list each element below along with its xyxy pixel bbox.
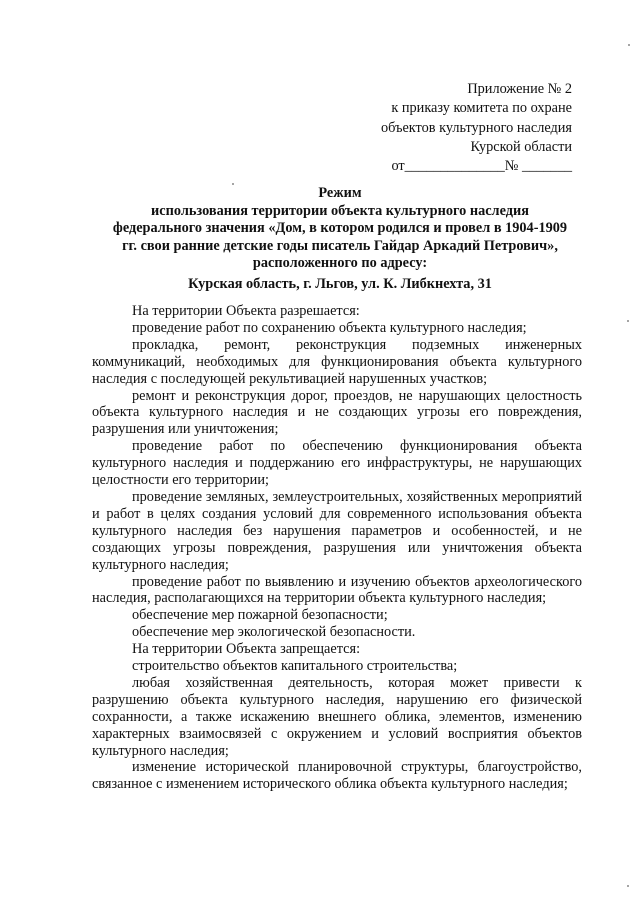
scan-speck	[627, 320, 629, 322]
order-reference: к приказу комитета по охране	[391, 100, 572, 117]
document-title	[90, 185, 590, 294]
allowed-item: проведение земляных, землеустроительных, хозяйственных мероприятий и работ в целях создания условий для современного использования объекта культурного наследия без нарушения параметров и особенностей, и не создающих угрозы повреждения, разрушения или уничтожения объекта культурного наследия;	[92, 488, 582, 573]
title-regime: Режим	[318, 185, 362, 201]
allowed-heading: На территории Объекта разрешается:	[132, 303, 360, 319]
order-date-number: от______________№ _______	[391, 158, 572, 175]
allowed-item: проведение работ по выявлению и изучению объектов археологического наследия, располагающихся на территории объекта культурного наследия;	[92, 573, 582, 607]
appendix-header	[381, 80, 572, 176]
allowed-item: обеспечение мер экологической безопасности.	[132, 624, 416, 641]
allowed-item: обеспечение мер пожарной безопасности;	[132, 607, 388, 624]
scan-speck	[232, 183, 234, 185]
title-line-5: расположенного по адресу:	[252, 255, 428, 272]
scan-speck	[628, 44, 630, 46]
region-name: Курской области	[470, 138, 572, 155]
allowed-item: проведение работ по сохранению объекта культурного наследия;	[132, 319, 527, 336]
title-line-4: гг. свои ранние детские годы писатель Гайдар Аркадий Петрович»,	[122, 237, 558, 254]
allowed-item: ремонт и реконструкция дорог, проездов, не нарушающих целостность объекта культурного наследия и не создающих угрозы его повреждения, разрушения или уничтожения;	[92, 387, 582, 438]
scan-speck	[627, 885, 629, 887]
title-address: Курская область, г. Льгов, ул. К. Либкнехта, 31	[188, 275, 492, 292]
prohibited-heading: На территории Объекта запрещается:	[132, 641, 361, 658]
prohibited-item: строительство объектов капитального строительства;	[132, 658, 458, 675]
appendix-number: Приложение № 2	[467, 81, 572, 97]
title-line-2: использования территории объекта культурного наследия	[151, 202, 529, 219]
allowed-item: прокладка, ремонт, реконструкция подземных инженерных коммуникаций, необходимых для функционирования объекта культурного наследия с последующей рекультивацией нарушенных участков;	[92, 336, 582, 387]
title-line-3: федерального значения «Дом, в котором родился и провел в 1904-1909	[112, 220, 568, 237]
document-body	[92, 303, 582, 793]
prohibited-item: любая хозяйственная деятельность, которая может привести к разрушению объекта культурного наследия, нарушению его физической сохранности, а также искажению внешнего облика, элементов, изменению характерных взаимосвязей с окружением и условий восприятия объектов культурного наследия;	[92, 674, 582, 759]
committee-name: объектов культурного наследия	[381, 119, 572, 136]
prohibited-item: изменение исторической планировочной структуры, благоустройство, связанное с изменением исторического облика объекта культурного наследия;	[92, 759, 582, 793]
allowed-item: проведение работ по обеспечению функционирования объекта культурного наследия и поддержанию его инфраструктуры, не нарушающих целостности его территории;	[92, 438, 582, 489]
